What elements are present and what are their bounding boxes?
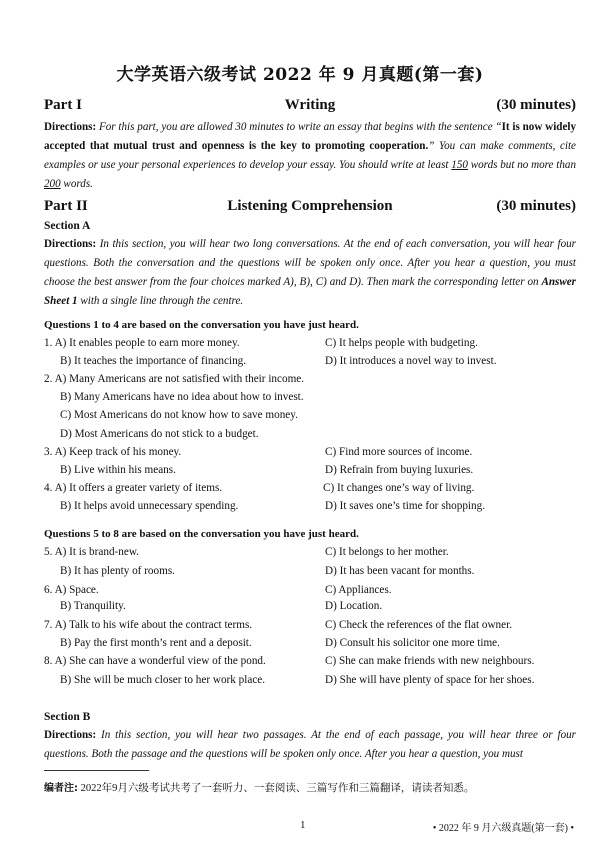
q8-option-d: D) She will have plenty of space for her shoes.	[325, 674, 535, 686]
questions-5-8-heading: Questions 5 to 8 are based on the conversation you have just heard.	[44, 528, 359, 540]
running-footer: • 2022 年 9 月六级真题(第一套) •	[432, 823, 574, 834]
part1-directions-text: For this part, you are allowed 30 minutes to write an essay that begins with the sentence “	[96, 121, 502, 133]
q5-option-d: D) It has been vacant for months.	[325, 565, 475, 577]
q7-option-a: 7. A) Talk to his wife about the contract terms.	[44, 619, 253, 631]
section-a-directions-label: Directions:	[44, 238, 97, 250]
part2-time: (30 minutes)	[496, 198, 576, 214]
part1-directions	[44, 118, 576, 194]
q5-option-a: 5. A) It is brand-new.	[44, 546, 139, 558]
min-words: 150	[451, 159, 468, 171]
q2-option-d: D) Most Americans do not stick to a budget.	[60, 428, 259, 440]
section-b-directions	[44, 726, 576, 764]
max-words: 200	[44, 178, 61, 190]
q2-option-c: C) Most Americans do not know how to save money.	[60, 409, 298, 421]
part1-label: Part I	[44, 97, 82, 113]
q8-option-b: B) She will be much closer to her work place.	[60, 674, 266, 686]
q5-option-b: B) It has plenty of rooms.	[60, 565, 175, 577]
part1-directions-text-3: words but no more than	[467, 159, 577, 171]
section-b-directions-label: Directions:	[44, 729, 97, 741]
section-b-heading: Section B	[44, 711, 91, 723]
editor-note-label: 编者注:	[44, 783, 78, 794]
q4-option-d: D) It saves one’s time for shopping.	[325, 500, 486, 512]
section-a-directions-text: In this section, you will hear two long conversations. At the end of each conversation, you will hear four questions. Both the conversation and the questions will be spoken only once. After you hear a question, you must choose the best answer from the four choices marked A), B), C) and D). Then mark the corresponding letter on	[44, 238, 576, 288]
q4-option-a: 4. A) It offers a greater variety of items.	[44, 482, 223, 494]
questions-1-4-heading: Questions 1 to 4 are based on the conversation you have just heard.	[44, 319, 359, 331]
q1-option-a: 1. A) It enables people to earn more money.	[44, 337, 240, 349]
q6-option-d: D) Location.	[325, 600, 383, 612]
part1-essay-prompt: It is now widely accepted that mutual trust and openness is the key to promoting cooperation.	[44, 121, 576, 152]
part2-name: Listening Comprehension	[227, 198, 393, 214]
editor-note-text: 2022年9月六级考试共考了一套听力、一套阅读、三篇写作和三篇翻译，请读者知悉。	[78, 783, 475, 794]
q8-option-a: 8. A) She can have a wonderful view of the pond.	[44, 655, 266, 667]
q5-option-c: C) It belongs to her mother.	[325, 546, 449, 558]
q3-option-a: 3. A) Keep track of his money.	[44, 446, 182, 458]
q2-option-a: 2. A) Many Americans are not satisfied with their income.	[44, 373, 305, 385]
part1-directions-text-4: words.	[60, 178, 93, 190]
q6-option-a: 6. A) Space.	[44, 584, 99, 596]
q3-option-b: B) Live within his means.	[60, 464, 176, 476]
part1-directions-label: Directions:	[44, 121, 97, 133]
section-a-directions	[44, 235, 576, 311]
part1-name: Writing	[284, 97, 336, 113]
part2-label: Part II	[44, 198, 88, 214]
q7-option-c: C) Check the references of the flat owner.	[325, 619, 512, 631]
q6-option-c: C) Appliances.	[325, 584, 392, 596]
part1-directions-text-2: ” You can make comments, cite examples or use your personal experiences to develop your essay. You should write at least	[44, 140, 576, 171]
part1-time: (30 minutes)	[496, 97, 576, 113]
q1-option-d: D) It introduces a novel way to invest.	[325, 355, 497, 367]
section-a-heading: Section A	[44, 220, 91, 232]
editor-note	[44, 779, 474, 795]
q3-option-c: C) Find more sources of income.	[325, 446, 473, 458]
q2-option-b: B) Many Americans have no idea about how to invest.	[60, 391, 304, 403]
q7-option-b: B) Pay the first month’s rent and a deposit.	[60, 637, 252, 649]
footnote-divider	[44, 770, 149, 771]
q1-option-b: B) It teaches the importance of financing.	[60, 355, 247, 367]
section-a-directions-text-2: with a single line through the centre.	[77, 295, 244, 307]
q4-option-c: C) It changes one’s way of living.	[323, 482, 475, 494]
answer-sheet-ref: Answer Sheet 1	[44, 276, 576, 307]
q1-option-c: C) It helps people with budgeting.	[325, 337, 478, 349]
document-title: 大学英语六级考试 2022 年 9 月真题(第一套)	[116, 65, 484, 85]
section-b-directions-text: In this section, you will hear two passages. At the end of each passage, you will hear three or four questions. Both the passage and the questions will be spoken only once. After you hear a question, you must	[44, 729, 576, 760]
q7-option-d: D) Consult his solicitor one more time.	[325, 637, 500, 649]
page-number: 1	[300, 819, 306, 831]
q3-option-d: D) Refrain from buying luxuries.	[325, 464, 474, 476]
q4-option-b: B) It helps avoid unnecessary spending.	[60, 500, 239, 512]
q6-option-b: B) Tranquility.	[60, 600, 126, 612]
q8-option-c: C) She can make friends with new neighbours.	[325, 655, 535, 667]
